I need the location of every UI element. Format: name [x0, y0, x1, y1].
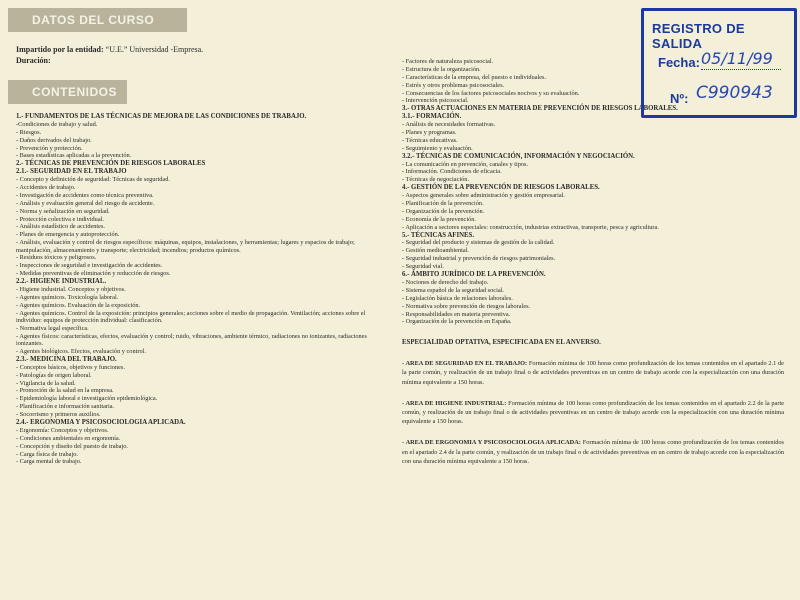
area-text: Formación mínima de 100 horas como profundización de los temas contenidos en el apartado 2.2 de la parte común, y realización de un trabajo final o de actividades preventivas en un centro de trabajo acorde con la especialización con una duración mínima equivalente a 150 horas.	[402, 399, 784, 426]
list-item: - Aspectos generales sobre administración y gestión empresarial.	[402, 192, 565, 200]
list-item: - Técnicas de negociación.	[402, 176, 470, 184]
especialidad-area	[402, 359, 784, 387]
section-heading: 2.1.- SEGURIDAD EN EL TRABAJO	[16, 168, 127, 176]
list-item: - Planes y programas.	[402, 129, 457, 137]
list-item: - Aplicación a sectores especiales: construcción, industrias extractivas, transporte, pesca y agricultura.	[402, 223, 659, 231]
list-item: - Normativa legal específica.	[16, 324, 89, 332]
list-item: - Residuos tóxicos y peligrosos.	[16, 254, 97, 262]
list-item: - Características de la empresa, del puesto e individuales.	[402, 73, 547, 81]
section-heading: 5.- TÉCNICAS AFINES.	[402, 231, 475, 239]
list-item: - Consecuencias de los factores psicosociales nocivos y su evaluación.	[402, 89, 580, 97]
area-label: - AREA DE HIGIENE INDUSTRIAL:	[402, 399, 507, 407]
list-item: - Organización de la prevención.	[402, 207, 485, 215]
section-heading: 3.2.- TÉCNICAS DE COMUNICACIÓN, INFORMACIÓN Y NEGOCIACIÓN.	[402, 152, 635, 160]
duracion-label: Duración:	[16, 56, 51, 65]
contents-right-column	[402, 58, 784, 466]
list-item: - Agentes físicos: características, efectos, evaluación y control; ruido, vibraciones, ambiente térmico, radiaciones no ionizantes, radiaciones ionizantes.	[16, 332, 367, 348]
list-item: - Patologías de origen laboral.	[16, 371, 92, 379]
list-item: - Conceptos básicos, objetivos y funciones.	[16, 363, 125, 371]
registro-salida-stamp	[641, 8, 797, 118]
list-item: - Agentes químicos. Toxicología laboral.	[16, 293, 119, 301]
stamp-fecha-value: 05/11/99	[701, 49, 773, 68]
list-item: - Agentes químicos. Control de la exposición: principios generales; acciones sobre el medio de propagación. Ventilación; acciones sobre el individuo: equipos de protección individual: clasificación.	[16, 309, 366, 325]
section-heading: 4.- GESTIÓN DE LA PREVENCIÓN DE RIESGOS LABORALES.	[402, 184, 600, 192]
section-heading: 6.- ÁMBITO JURÍDICO DE LA PREVENCIÓN.	[402, 271, 546, 279]
stamp-fecha-label: Fecha:	[658, 55, 700, 70]
list-item: - Análisis estadístico de accidentes.	[16, 223, 106, 231]
section-heading: 3.- OTRAS ACTUACIONES EN MATERIA DE PREVENCIÓN DE RIESGOS LABORALES.	[402, 105, 678, 113]
list-item: - Normativa sobre prevención de riesgos laborales.	[402, 302, 531, 310]
section-heading: 1.- FUNDAMENTOS DE LAS TÉCNICAS DE MEJORA DE LAS CONDICIONES DE TRABAJO.	[16, 113, 307, 120]
list-item: - Ergonomía: Conceptos y objetivos.	[16, 426, 109, 434]
area-label: - AREA DE ERGONOMIA Y PSICOSOCIOLOGIA APLICADA:	[402, 439, 581, 447]
especialidad-area	[402, 399, 784, 427]
list-item: - Seguimiento y evaluación.	[402, 144, 473, 152]
list-item: - Protección colectiva e individual.	[16, 215, 104, 223]
list-item: - Riesgos.	[16, 128, 42, 136]
stamp-number-value: C990943	[696, 83, 773, 103]
list-item: - Seguridad industrial y prevención de riesgos patrimoniales.	[402, 255, 556, 263]
list-item: - Seguridad del producto y sistemas de gestión de la calidad.	[402, 239, 555, 247]
list-item: - Condiciones ambientales en ergonomía.	[16, 434, 121, 442]
list-item: - Sistema español de la seguridad social.	[402, 286, 504, 294]
impartido-line	[16, 44, 203, 55]
list-item: - Norma y señalización en seguridad.	[16, 207, 110, 215]
list-item: - Bases estadísticas aplicadas a la prevención.	[16, 152, 132, 160]
list-item: - Planificación e información sanitaria.	[16, 403, 115, 411]
list-item: - Socorrismo y primeros auxilios.	[16, 411, 101, 419]
list-item: - Estructura de la organización.	[402, 65, 481, 73]
stamp-number-label: Nº:	[670, 91, 689, 106]
list-item: - Prevención y protección.	[16, 144, 83, 152]
list-item: - Información. Condiciones de eficacia.	[402, 168, 502, 176]
section-heading: 3.1.- FORMACIÓN.	[402, 113, 462, 121]
list-item: - Planificación de la prevención.	[402, 200, 484, 208]
contents-left-column	[16, 113, 388, 466]
impartido-value: “U.E.” Universidad -Empresa.	[103, 45, 204, 54]
list-item: - Economía de la prevención.	[402, 215, 476, 223]
section-heading: 2.4.- ERGONOMIA Y PSICOSOCIOLOGIA APLICADA.	[16, 418, 186, 426]
list-item: - La comunicación en prevención, canales y tipos.	[402, 160, 529, 168]
list-item: - Agentes químicos. Evaluación de la exposición.	[16, 301, 141, 309]
list-item: - Inspecciones de seguridad e investigación de accidentes.	[16, 262, 163, 270]
contenidos-heading: CONTENIDOS	[8, 80, 127, 104]
area-label: - AREA DE SEGURIDAD EN EL TRABAJO:	[402, 360, 528, 368]
list-item: - Estrés y otros problemas psicosociales.	[402, 81, 505, 89]
list-item: - Análisis, evaluación y control de riesgos específicos: máquinas, equipos, instalaciones, y herramientas; lugares y espacios de trabajo; manipulación, almacenamiento y transporte; electricidad; incendios; productos químicos.	[16, 239, 355, 254]
especialidad-title: ESPECIALIDAD OPTATIVA, ESPECIFICADA EN EL ANVERSO.	[402, 339, 601, 347]
list-item: - Concepto y definición de seguridad: Técnicas de seguridad.	[16, 176, 170, 184]
list-item: - Seguridad vial.	[402, 263, 444, 271]
list-item: - Planes de emergencia y autoprotección.	[16, 231, 120, 239]
duracion-line	[16, 55, 203, 66]
list-item: - Legislación básica de relaciones laborales.	[402, 294, 513, 302]
list-item: - Epidemiología laboral e investigación epidemiológica.	[16, 395, 158, 403]
stamp-fecha-underline	[701, 69, 781, 70]
especialidad-area	[402, 438, 784, 466]
list-item: -Condiciones de trabajo y salud.	[16, 120, 98, 128]
list-item: - Técnicas educativas.	[402, 136, 458, 144]
section-heading: 2.3.- MEDICINA DEL TRABAJO.	[16, 355, 117, 363]
list-item: - Carga física de trabajo.	[16, 450, 78, 458]
list-item: - Carga mental de trabajo.	[16, 458, 82, 466]
section-heading: 2.2.- HIGIENE INDUSTRIAL.	[16, 278, 107, 286]
impartido-label: Impartido por la entidad:	[16, 45, 104, 54]
list-item: - Nociones de derecho del trabajo.	[402, 278, 489, 286]
list-item: - Agentes biológicos. Efectos, evaluación y control.	[16, 347, 146, 355]
list-item: - Promoción de la salud en la empresa.	[16, 387, 114, 395]
section-heading: 2.- TÉCNICAS DE PREVENCIÓN DE RIESGOS LABORALES	[16, 160, 206, 168]
list-item: - Responsabilidades en materia preventiva.	[402, 310, 511, 318]
list-item: - Análisis y evaluación general del riesgo de accidente.	[16, 199, 155, 207]
list-item: - Higiene industrial. Conceptos y objetivos.	[16, 286, 126, 293]
list-item: - Daños derivados del trabajo.	[16, 136, 92, 144]
list-item: - Factores de naturaleza psicosocial.	[402, 58, 494, 65]
datos-curso-heading: DATOS DEL CURSO	[8, 8, 187, 32]
list-item: - Vigilancia de la salud.	[16, 379, 76, 387]
list-item: - Análisis de necesidades formativas.	[402, 121, 496, 129]
area-text: Formación mínima de 100 horas como profundización de los temas contenidos en el apartado 2.1 de la parte común, y realización de un trabajo final o de actividades preventivas en un centro de trabajo acorde con la especialización con una duración mínima equivalente a 150 horas.	[402, 360, 784, 386]
list-item: - Concepción y diseño del puesto de trabajo.	[16, 442, 128, 450]
list-item: - Accidentes de trabajo.	[16, 184, 76, 192]
area-text: Formación mínima de 100 horas como profundización de los temas contenidos en el apartado 2.4 de la parte común, y realización de un trabajo final o de actividades preventivas en un centro de trabajo acorde con la especialización con una duración mínima equivalente a 150 horas.	[402, 439, 784, 465]
list-item: - Intervención psicosocial.	[402, 97, 469, 105]
list-item: - Investigación de accidentes como técnica preventiva.	[16, 191, 154, 199]
list-item: - Medidas preventivas de eliminación y reducción de riesgos.	[16, 270, 171, 278]
list-item: - Gestión medioambiental.	[402, 247, 469, 255]
course-entity-info	[16, 44, 203, 66]
especialidad-areas	[402, 359, 784, 466]
list-item: - Organización de la prevención en España.	[402, 318, 512, 326]
stamp-title: REGISTRO DE SALIDA	[652, 21, 745, 51]
